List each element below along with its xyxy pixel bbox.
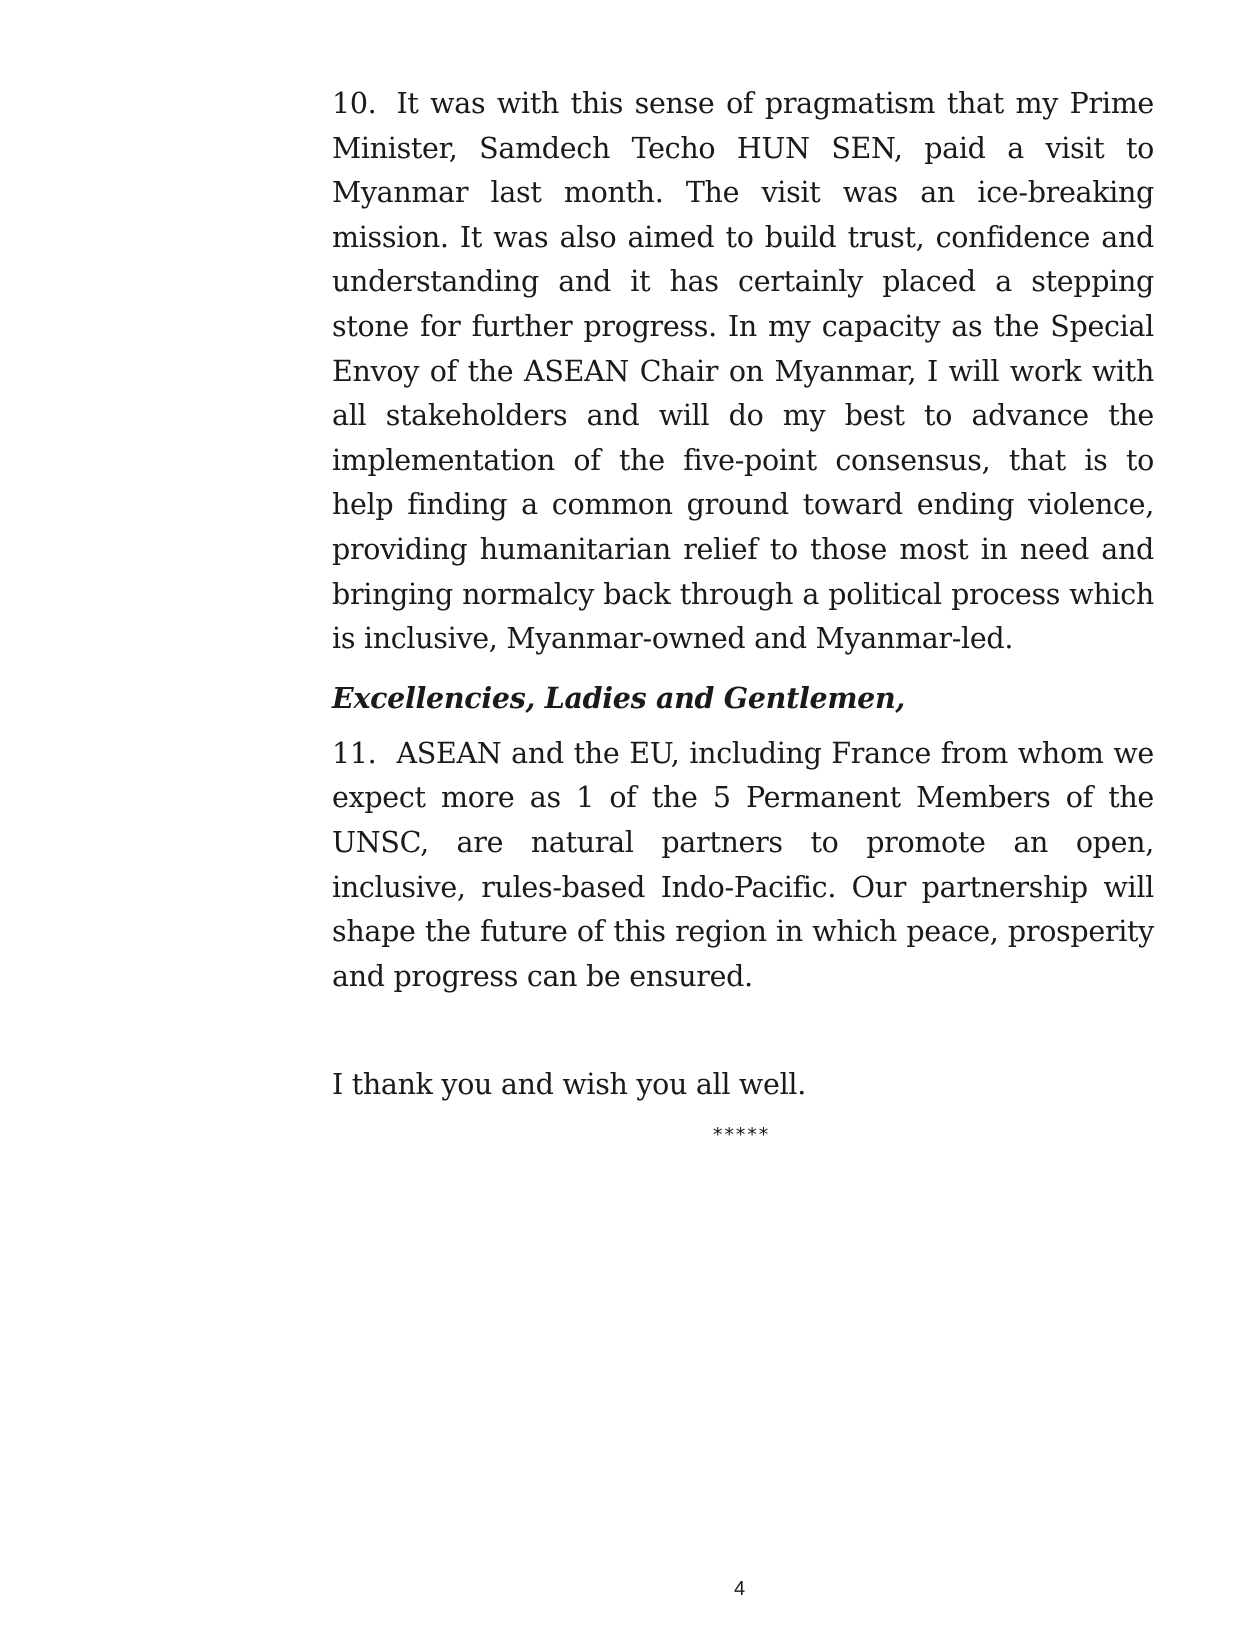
body-column — [332, 82, 1154, 999]
paragraph-number: 11. — [332, 736, 377, 770]
paragraph-text: ASEAN and the EU, including France from whom we expect more as 1 of the 5 Permanent Members of the UNSC, are natural partners to promote an open, inclusive, rules-based Indo-Pacific. Our partnership will shape the future of this region in which peace, prosperity and progress can be ensured. — [332, 736, 1154, 993]
paragraph-11 — [332, 732, 1154, 1000]
page-number: 4 — [734, 1578, 746, 1600]
end-separator: ***** — [712, 1124, 770, 1146]
paragraph-number: 10. — [332, 87, 377, 120]
salutation: Excellencies, Ladies and Gentlemen, — [332, 680, 906, 715]
paragraph-text: It was with this sense of pragmatism that my Prime Minister, Samdech Techo HUN SEN, paid a visit to Myanmar last month. The visit was an ice-breaking mission. It was also aimed to build trust, confidence and understanding and it has certainly placed a stepping stone for further progress. In my capacity as the Special Envoy of the ASEAN Chair on Myanmar, I will work with all stakeholders and will do my best to advance the implementation of the five-point consensus, that is to help finding a common ground toward ending violence, providing humanitarian relief to those most in need and bringing normalcy back through a political process which is inclusive, Myanmar-owned and Myanmar-led. — [332, 87, 1154, 656]
paragraph-10 — [332, 82, 1154, 662]
closing-line: I thank you and wish you all well. — [332, 1068, 806, 1101]
